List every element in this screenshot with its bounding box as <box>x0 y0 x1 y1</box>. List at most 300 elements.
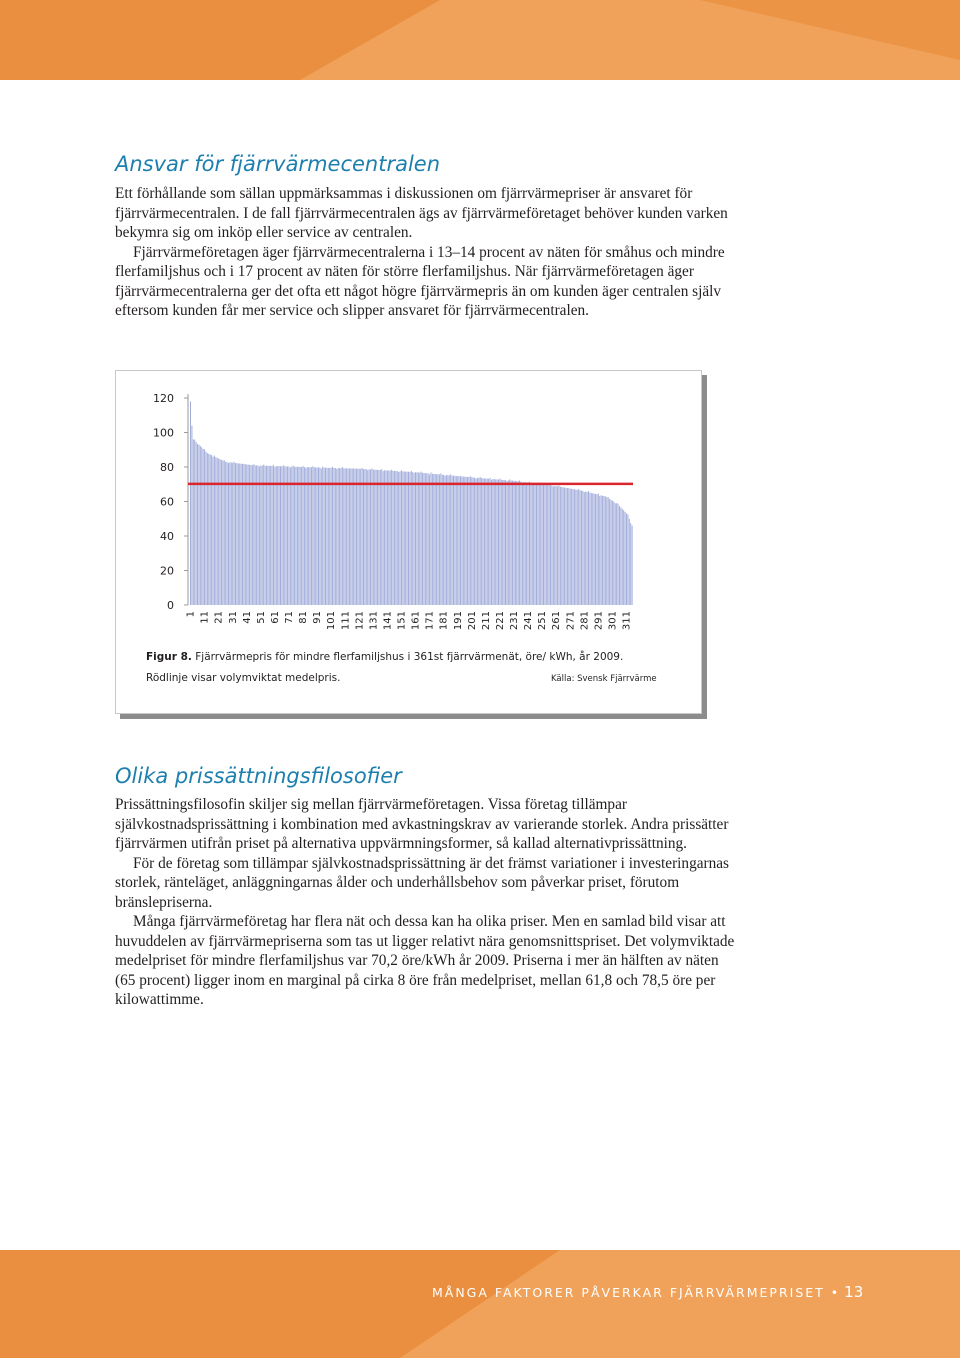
bar <box>395 471 396 605</box>
section-body-prissattning <box>115 795 735 1010</box>
bar <box>439 474 440 605</box>
bar <box>210 455 211 605</box>
bar <box>408 472 409 605</box>
x-tick-label: 181 <box>438 611 450 631</box>
bar <box>194 440 195 605</box>
bar <box>207 453 208 605</box>
bar <box>457 476 458 605</box>
x-tick-label: 51 <box>255 611 267 624</box>
bar <box>295 467 296 605</box>
bar <box>446 475 447 605</box>
bar <box>535 483 536 605</box>
bar <box>483 478 484 605</box>
bar <box>412 472 413 605</box>
bar <box>561 487 562 605</box>
bar <box>303 466 304 605</box>
y-tick-label: 60 <box>160 495 174 509</box>
bar <box>560 487 561 605</box>
bar <box>266 466 267 605</box>
bar <box>528 483 529 605</box>
bar <box>256 465 257 605</box>
x-tick-label: 41 <box>241 611 253 624</box>
bar <box>570 489 571 605</box>
x-tick-label: 291 <box>593 611 605 631</box>
bar <box>629 519 630 605</box>
bar <box>546 485 547 605</box>
y-tick-label: 40 <box>160 530 174 543</box>
bar <box>523 482 524 605</box>
bar <box>449 475 450 605</box>
bar <box>283 465 284 605</box>
x-tick-label: 211 <box>480 611 492 631</box>
bar <box>433 474 434 605</box>
bar <box>532 483 533 605</box>
bar <box>487 479 488 605</box>
bar <box>273 465 274 605</box>
bar <box>608 497 609 605</box>
bar <box>463 477 464 605</box>
bar <box>447 475 448 605</box>
bar <box>421 472 422 605</box>
bar <box>584 492 585 605</box>
bar <box>564 488 565 605</box>
bar <box>518 481 519 605</box>
bar <box>205 452 206 605</box>
bar <box>220 459 221 605</box>
x-tick-label: 171 <box>424 611 436 631</box>
figure-label: Figur 8. <box>146 651 192 663</box>
bar <box>407 472 408 605</box>
bar <box>470 476 471 605</box>
bar <box>340 468 341 605</box>
bar <box>529 482 530 605</box>
paragraph: För de företag som tillämpar självkostnadsprissättning är det främst variationer i investeringarnas storlek, ränteläget, anläggningarnas ålder och underhållsbehov som påverkar priset, förutom bränslepriserna. <box>115 854 729 911</box>
bar <box>193 439 194 605</box>
bar <box>498 480 499 605</box>
bar <box>398 472 399 605</box>
x-tick-label: 121 <box>354 611 366 631</box>
bar <box>277 466 278 605</box>
bar <box>577 490 578 605</box>
bar <box>460 476 461 605</box>
x-tick-label: 91 <box>312 611 324 624</box>
bar <box>280 466 281 605</box>
bar <box>250 465 251 605</box>
bar <box>619 506 620 605</box>
bar <box>558 485 559 605</box>
bar <box>443 475 444 605</box>
bar <box>390 471 391 605</box>
bar <box>272 466 273 605</box>
figure-caption <box>146 651 691 663</box>
bar <box>508 480 509 605</box>
bar <box>405 472 406 605</box>
bar <box>287 466 288 605</box>
bar <box>263 465 264 605</box>
bar <box>258 465 259 605</box>
bar <box>281 466 282 605</box>
x-tick-label: 311 <box>621 611 633 631</box>
section-heading-prissattning: Olika prissättningsfilosofier <box>115 764 402 788</box>
bar <box>563 487 564 605</box>
bar <box>356 469 357 605</box>
figure-caption-2 <box>146 672 691 684</box>
x-tick-label: 261 <box>551 611 563 631</box>
bar <box>345 468 346 605</box>
x-tick-label: 201 <box>466 611 478 631</box>
bar <box>467 477 468 605</box>
bar <box>473 477 474 605</box>
bar <box>459 476 460 605</box>
bar <box>259 466 260 605</box>
bar <box>314 467 315 605</box>
bar <box>370 469 371 605</box>
x-tick-label: 11 <box>199 611 211 624</box>
bar <box>442 475 443 605</box>
bar <box>262 466 263 605</box>
bar <box>598 494 599 605</box>
bottom-decor-band <box>0 1250 960 1358</box>
bar <box>596 494 597 605</box>
bar <box>211 455 212 605</box>
bar <box>506 481 507 605</box>
bar <box>481 478 482 605</box>
x-tick-label: 1 <box>185 611 197 618</box>
x-tick-label: 281 <box>579 611 591 631</box>
bar <box>592 493 593 605</box>
bar <box>542 484 543 605</box>
y-tick-label: 120 <box>153 392 174 405</box>
bar <box>574 489 575 605</box>
bar <box>357 469 358 605</box>
bar <box>377 470 378 605</box>
bar <box>218 459 219 605</box>
bar <box>589 493 590 605</box>
bar <box>349 468 350 605</box>
x-tick-label: 81 <box>298 611 310 624</box>
bar <box>525 482 526 605</box>
bar <box>284 466 285 605</box>
bar <box>550 485 551 605</box>
bar <box>374 470 375 605</box>
bar <box>539 483 540 605</box>
bar <box>440 473 441 605</box>
bar <box>436 474 437 605</box>
bar <box>397 471 398 605</box>
bar <box>588 491 589 605</box>
bar <box>554 486 555 605</box>
bar <box>350 468 351 605</box>
bar <box>304 467 305 605</box>
bar <box>544 485 545 605</box>
x-tick-label: 241 <box>523 611 535 631</box>
bar <box>318 467 319 605</box>
bar <box>339 468 340 605</box>
section-heading-ansvar: Ansvar för fjärrvärmecentralen <box>115 152 441 176</box>
bar <box>452 476 453 605</box>
bar <box>301 467 302 605</box>
bar <box>190 401 191 605</box>
bar <box>453 476 454 605</box>
bar <box>522 483 523 605</box>
bar <box>616 503 617 605</box>
paragraph: Ett förhållande som sällan uppmärksammas i diskussionen om fjärrvärmepriser är ansvaret för fjärrvärmecentralen. I de fall fjärrvärmecentralen ägs av fjärrvärmeföretaget behöver kunden varken bekymra sig om inköp eller service av centralen. <box>115 185 728 241</box>
bar <box>221 460 222 605</box>
bar <box>367 470 368 605</box>
bar <box>288 467 289 605</box>
bar <box>286 466 287 605</box>
bar <box>533 483 534 605</box>
x-tick-label: 151 <box>396 611 408 631</box>
bar <box>605 496 606 605</box>
bar <box>547 485 548 605</box>
bar <box>300 467 301 605</box>
y-tick-label: 20 <box>160 564 174 578</box>
bar <box>385 470 386 605</box>
bar <box>549 484 550 605</box>
bar <box>265 466 266 605</box>
bar <box>445 476 446 605</box>
bar <box>381 469 382 605</box>
bar <box>422 473 423 605</box>
bar <box>246 464 247 605</box>
bar <box>252 465 253 605</box>
bar <box>294 467 295 605</box>
bar <box>319 468 320 605</box>
bar <box>537 485 538 605</box>
bar <box>402 471 403 605</box>
bar <box>325 468 326 605</box>
x-tick-label: 251 <box>537 611 549 631</box>
bar <box>575 490 576 605</box>
bar <box>516 481 517 605</box>
bar <box>450 474 451 605</box>
bar <box>217 458 218 605</box>
bar <box>336 469 337 605</box>
bar <box>630 523 631 605</box>
bar <box>504 480 505 605</box>
bar <box>423 473 424 605</box>
bar <box>497 479 498 605</box>
footer-running-title <box>432 1283 863 1301</box>
bar <box>415 472 416 605</box>
mean-line-note: Rödlinje visar volymviktat medelpris. <box>146 672 341 684</box>
bar <box>255 465 256 605</box>
bar <box>348 468 349 605</box>
bar <box>364 469 365 605</box>
bar <box>471 477 472 605</box>
bar <box>326 468 327 605</box>
bar <box>414 473 415 605</box>
x-tick-label: 301 <box>607 611 619 631</box>
bar <box>505 480 506 605</box>
bar <box>276 466 277 605</box>
bar <box>454 476 455 605</box>
bar <box>566 488 567 605</box>
bar <box>362 468 363 605</box>
x-tick-label: 141 <box>382 611 394 631</box>
bar <box>355 469 356 605</box>
bar <box>603 496 604 605</box>
bar <box>591 493 592 605</box>
bar <box>530 483 531 605</box>
bar <box>317 467 318 605</box>
footer-bullet: • <box>830 1285 841 1300</box>
bar <box>626 514 627 605</box>
x-tick-label: 271 <box>565 611 577 631</box>
bar <box>526 482 527 605</box>
bar <box>620 507 621 605</box>
page-number: 13 <box>844 1283 864 1301</box>
bar <box>298 467 299 605</box>
bar <box>270 466 271 605</box>
bar <box>613 502 614 606</box>
bar <box>305 468 306 605</box>
bar <box>322 467 323 605</box>
bar <box>297 467 298 605</box>
bar <box>515 481 516 605</box>
bar <box>373 470 374 605</box>
bar <box>293 466 294 605</box>
bar <box>578 489 579 605</box>
paragraph: Prissättningsfilosofin skiljer sig mellan fjärrvärmeföretagen. Vissa företag tillämpar självkostnadsprissättning i kombination med avkastningskrav av varierande storlek. Andra prissätter fjärrvärmen utifrån priset på alternativa uppvärmningsformer, så kallad alternativprissättning. <box>115 796 729 852</box>
bar <box>274 467 275 605</box>
bar <box>224 460 225 605</box>
bar <box>222 461 223 606</box>
bar <box>556 486 557 605</box>
bar <box>438 474 439 605</box>
bar <box>191 426 192 605</box>
bar <box>435 474 436 605</box>
bar <box>494 479 495 605</box>
paragraph: Många fjärrvärmeföretag har flera nät och dessa kan ha olika priser. Men en samlad bild visar att huvuddelen av fjärrvärmepriserna som tas ut ligger relativt nära genomsnittspriset. Det volymviktade medelpriset för mindre flerfamiljshus var 70,2 öre/kWh år 2009. Priserna i mer än hälften av näten (65 procent) ligger inom en marginal på cirka 8 öre från medelpriset, mellan 61,8 och 78,5 öre per kilowattimme. <box>115 913 735 1008</box>
bar <box>369 469 370 605</box>
bar <box>568 488 569 605</box>
figure-caption-text: Fjärrvärmepris för mindre flerfamiljshus i 361st fjärrvärmenät, öre/ kWh, år 2009. <box>191 651 624 663</box>
x-tick-label: 221 <box>494 611 506 631</box>
bar <box>215 457 216 605</box>
bar <box>200 446 201 605</box>
bar <box>484 478 485 605</box>
bar <box>632 526 633 605</box>
bar <box>213 457 214 605</box>
x-tick-label: 101 <box>326 611 338 631</box>
bar <box>573 489 574 605</box>
bar <box>625 512 626 605</box>
x-tick-label: 61 <box>269 611 281 624</box>
bar <box>553 486 554 605</box>
bar <box>269 466 270 605</box>
bar <box>456 476 457 605</box>
bar <box>331 468 332 605</box>
bar <box>594 494 595 605</box>
bar <box>543 484 544 605</box>
bar <box>198 445 199 605</box>
bar <box>366 469 367 605</box>
bar <box>380 470 381 605</box>
bar <box>513 481 514 605</box>
bar <box>383 471 384 605</box>
bar <box>360 469 361 605</box>
bar <box>480 477 481 605</box>
x-tick-label: 111 <box>340 611 352 631</box>
bar <box>495 479 496 605</box>
bar <box>501 480 502 605</box>
bar <box>312 466 313 605</box>
bar <box>477 478 478 605</box>
bar <box>260 466 261 605</box>
bar <box>333 468 334 605</box>
bar <box>279 466 280 605</box>
bar <box>428 473 429 605</box>
x-tick-label: 191 <box>452 611 464 631</box>
bar <box>378 470 379 605</box>
bar <box>419 473 420 605</box>
bar <box>474 478 475 605</box>
bar <box>623 510 624 605</box>
bar <box>400 471 401 605</box>
paragraph: Fjärrvärmeföretagen äger fjärrvärmecentralerna i 13–14 procent av näten för småhus och mindre flerfamiljshus och i 17 procent av näten för större flerfamiljshus. När fjärrvärmeföretagen äger fjärrvärmecentralerna ger det ofta ett något högre fjärrvärmepris än om kunden äger centralen själv eftersom kunden får mer service och slipper ansvaret för fjärrvärmecentralen. <box>115 243 725 319</box>
bar <box>253 464 254 605</box>
bar <box>363 469 364 605</box>
bar <box>376 470 377 605</box>
bar <box>267 466 268 605</box>
bar <box>491 480 492 605</box>
bar <box>346 468 347 605</box>
bar <box>393 471 394 605</box>
bar <box>418 472 419 605</box>
x-tick-label: 161 <box>410 611 422 631</box>
x-tick-label: 31 <box>227 611 239 624</box>
bar <box>197 444 198 605</box>
footer-title: MÅNGA FAKTORER PÅVERKAR FJÄRRVÄRMEPRISET <box>432 1285 825 1300</box>
bar <box>310 467 311 605</box>
bar <box>582 491 583 605</box>
bar <box>196 442 197 605</box>
bar <box>485 479 486 606</box>
bar <box>512 481 513 605</box>
figure-source: Källa: Svensk Fjärrvärme <box>551 674 657 684</box>
bar <box>612 501 613 605</box>
bar <box>581 491 582 605</box>
bar <box>411 471 412 605</box>
x-tick-label: 21 <box>213 611 225 624</box>
bar <box>536 484 537 605</box>
bar <box>391 470 392 605</box>
bar <box>388 471 389 605</box>
bar <box>466 477 467 605</box>
bar <box>511 481 512 605</box>
bar <box>587 492 588 605</box>
y-tick-label: 100 <box>153 426 174 440</box>
price-bar-chart <box>116 371 701 641</box>
bar <box>387 470 388 605</box>
bar <box>627 514 628 605</box>
bar <box>595 494 596 605</box>
bar <box>606 497 607 605</box>
bar <box>404 471 405 605</box>
bar <box>601 495 602 605</box>
bar <box>201 447 202 605</box>
bar <box>425 473 426 605</box>
bar <box>475 479 476 605</box>
bar <box>332 467 333 605</box>
bar <box>290 467 291 605</box>
bar <box>335 468 336 605</box>
bar <box>416 472 417 605</box>
bar <box>585 492 586 606</box>
bar <box>492 479 493 605</box>
